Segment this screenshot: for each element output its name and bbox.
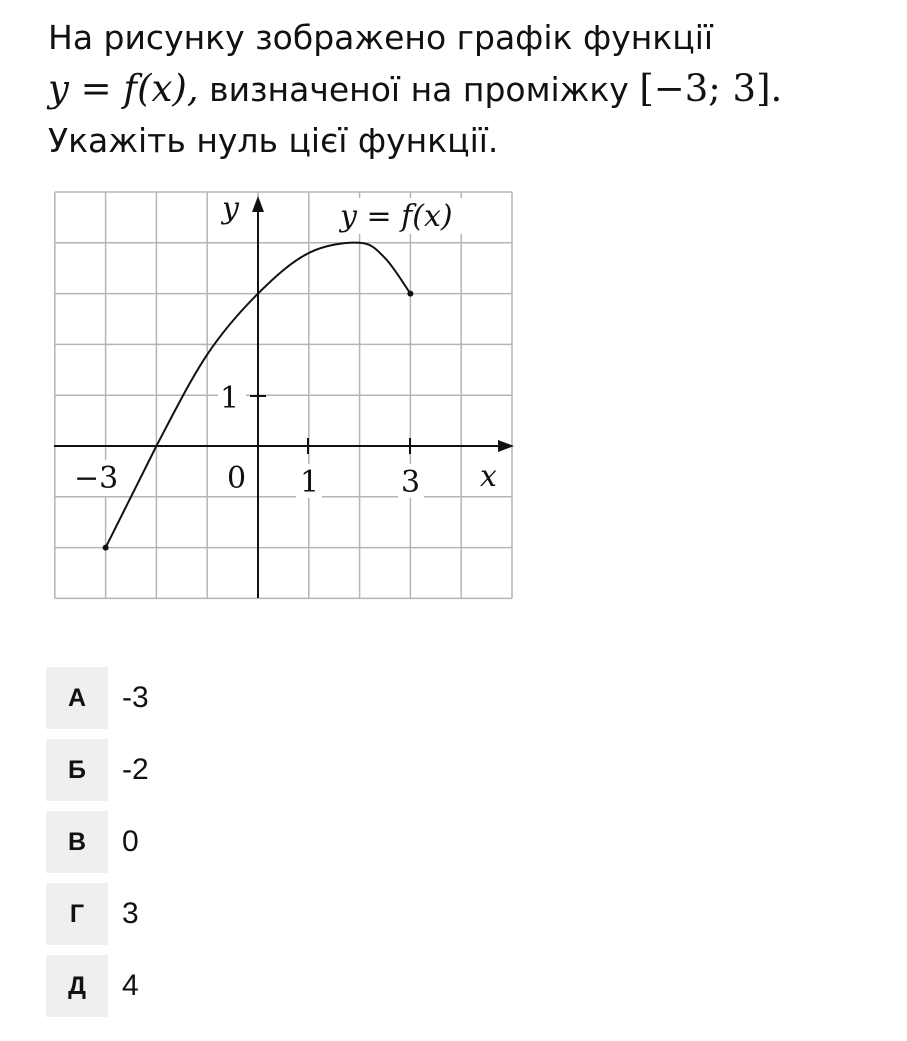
x-tick-label-neg3: −3 xyxy=(74,461,119,496)
option-value: -2 xyxy=(122,753,149,786)
function-label: y = f(x) xyxy=(340,199,453,234)
question-text xyxy=(48,12,888,166)
option-a[interactable] xyxy=(46,667,446,729)
option-g[interactable] xyxy=(46,883,446,945)
option-letter: Б xyxy=(46,739,108,801)
origin-label: 0 xyxy=(227,461,247,496)
y-tick-label-1: 1 xyxy=(220,381,240,416)
question-line-1: На рисунку зображено графік функції xyxy=(48,18,714,57)
x-axis-label: x xyxy=(480,459,497,494)
function-graph xyxy=(52,188,518,602)
answer-options xyxy=(46,667,446,1027)
y-axis-label: y xyxy=(222,191,239,226)
curve-end-point xyxy=(407,291,413,297)
option-letter: А xyxy=(46,667,108,729)
question-line-2 xyxy=(48,63,888,115)
grid xyxy=(55,192,512,598)
option-value: 3 xyxy=(122,897,139,930)
y-axis-arrow-icon xyxy=(252,196,264,212)
option-d[interactable] xyxy=(46,955,446,1017)
curve-start-point xyxy=(103,545,109,551)
option-letter: В xyxy=(46,811,108,873)
question-line-2-text: визначеної на проміжку xyxy=(198,70,640,109)
option-letter: Д xyxy=(46,955,108,1017)
function-formula: y = f(x), xyxy=(48,67,199,110)
option-v[interactable] xyxy=(46,811,446,873)
option-value: -3 xyxy=(122,681,149,714)
question-line-3: Укажіть нуль цієї функції. xyxy=(48,121,499,160)
x-tick-label-1: 1 xyxy=(300,465,320,500)
x-tick-label-3: 3 xyxy=(401,465,421,500)
domain-interval: [−3; 3]. xyxy=(639,67,783,110)
graph-svg xyxy=(52,188,518,602)
option-letter: Г xyxy=(46,883,108,945)
option-value: 4 xyxy=(122,969,139,1002)
option-b[interactable] xyxy=(46,739,446,801)
option-value: 0 xyxy=(122,825,139,858)
